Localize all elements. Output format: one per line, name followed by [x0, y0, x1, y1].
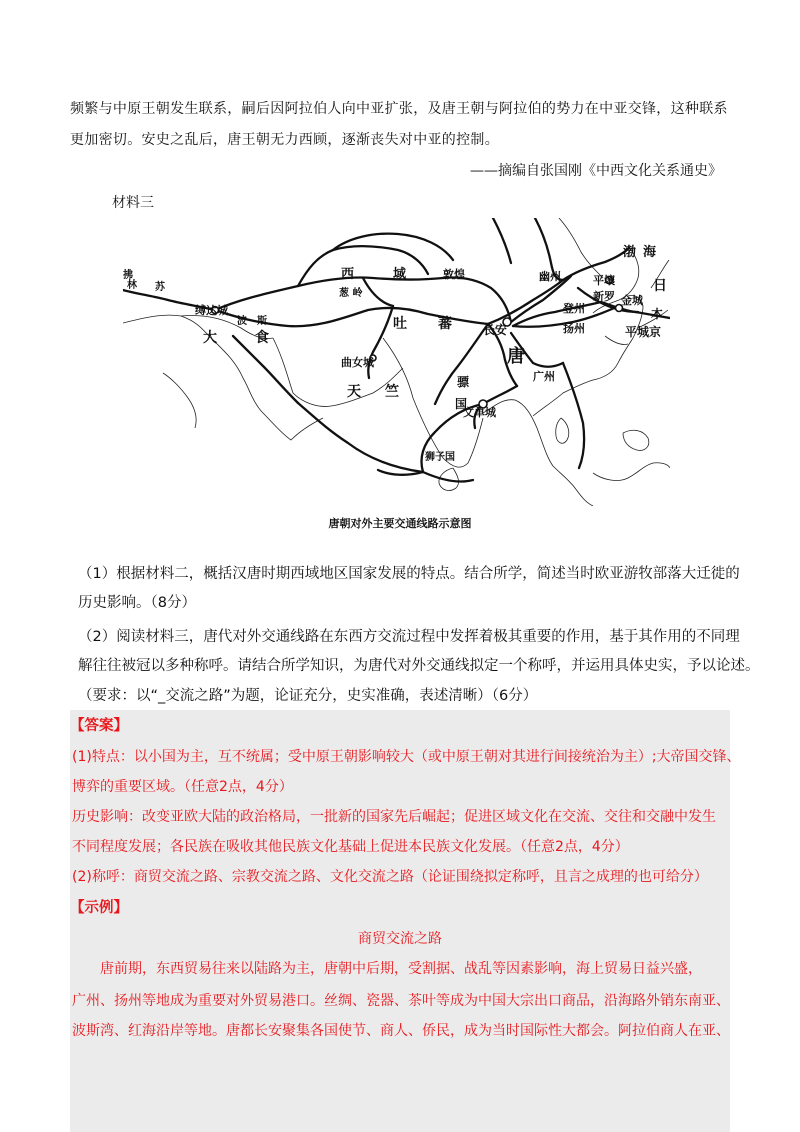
answer-line-4: 不同程度发展；各民族在吸收其他民族文化基础上促进本民族文化发展。（任意2点，4分）	[72, 839, 629, 855]
tang-routes-map	[123, 218, 670, 506]
example-line-1: 唐前期，东西贸易往来以陆路为主，唐朝中后期，受割据、战乱等因素影响，海上贸易日益兴盛，	[100, 961, 702, 977]
svg-text:金城: 金城	[621, 294, 643, 307]
svg-text:拂: 拂	[123, 270, 133, 281]
coastlines	[123, 218, 670, 506]
example-line-3: 波斯湾、红海沿岸等地。唐都长安聚集各国使节、商人、侨民，成为当时国际性大都会。阿拉伯商人在亚、	[72, 1023, 730, 1039]
answer-tag: 【答案】	[70, 718, 128, 734]
svg-text:骠: 骠	[457, 375, 470, 389]
answer-line-1: (1)特点：以小国为主，互不统属；受中原王朝影响较大（或中原王朝对其进行间接统治为主）;大帝国交锋、	[72, 749, 741, 765]
answer-line-5: (2)称呼：商贸交流之路、宗教交流之路、文化交流之路（论证围绕拟定称呼，且言之成理的也可给分）	[72, 869, 708, 885]
example-tag: 【示例】	[70, 900, 128, 916]
svg-text:平城京: 平城京	[625, 325, 662, 339]
svg-text:唐: 唐	[507, 346, 525, 367]
svg-text:葱 岭: 葱 岭	[339, 288, 363, 299]
svg-text:曲女城: 曲女城	[341, 356, 374, 369]
svg-text:天: 天	[347, 384, 361, 400]
question-2-line-2: 解往往被冠以多种称呼。请结合所学知识，为唐代对外交通线拟定一个称呼，并运用具体史实，予以论述。	[78, 658, 760, 674]
svg-text:扬州: 扬州	[563, 322, 585, 335]
question-2-line-3: （要求：以“_交流之路”为题，论证充分，史实准确，表述清晰）（6分）	[78, 688, 538, 704]
svg-text:狮子国: 狮子国	[425, 452, 455, 463]
svg-text:林: 林	[127, 280, 137, 291]
question-1-line-1: （1）根据材料二，概括汉唐时期西域地区国家发展的特点。结合所学，简述当时欧亚游牧部落大迁徙的	[78, 566, 740, 582]
answer-section	[70, 710, 730, 1132]
svg-text:国: 国	[455, 397, 468, 411]
svg-text:斯: 斯	[257, 316, 267, 327]
svg-text:新罗: 新罗	[593, 290, 615, 303]
svg-text:蕃: 蕃	[438, 316, 452, 332]
map-caption: 唐朝对外主要交通线路示意图	[328, 517, 472, 530]
question-2-line-1: （2）阅读材料三，唐代对外交通线路在东西方交流过程中发挥着极其重要的作用，基于其作用的不同理	[78, 629, 740, 645]
svg-text:波: 波	[237, 316, 247, 327]
answer-line-3: 历史影响：改变亚欧大陆的政治格局，一批新的国家先后崛起；促进区域文化在交流、交往和交融中发生	[72, 809, 716, 825]
svg-text:域: 域	[393, 267, 407, 282]
map-labels	[123, 244, 667, 463]
source-citation: ——摘编自张国刚《中西文化关系通史》	[470, 163, 722, 179]
route-lines	[123, 218, 670, 482]
svg-text:吐: 吐	[393, 316, 407, 332]
svg-text:长安: 长安	[483, 323, 508, 337]
svg-text:食: 食	[255, 330, 269, 346]
svg-text:本: 本	[651, 307, 664, 321]
svg-text:广州: 广州	[533, 370, 555, 383]
answer-line-2: 博弈的重要区域。（任意2点，4分）	[72, 779, 293, 795]
svg-text:日: 日	[653, 278, 667, 294]
material-3-label: 材料三	[112, 195, 154, 211]
intro-line-1: 频繁与中原王朝发生联系，嗣后因阿拉伯人向中亚扩张，及唐王朝与阿拉伯的势力在中亚交锋，这种联系	[70, 101, 728, 117]
svg-text:渤: 渤	[623, 245, 637, 260]
svg-text:竺: 竺	[385, 384, 399, 400]
question-1-line-2: 历史影响。（8分）	[78, 595, 196, 611]
svg-text:西: 西	[341, 267, 355, 282]
svg-text:文单城: 文单城	[463, 406, 496, 419]
svg-text:缚达城: 缚达城	[195, 304, 228, 317]
svg-text:敦煌: 敦煌	[443, 268, 465, 281]
intro-line-2: 更加密切。安史之乱后，唐王朝无力西顾，逐渐丧失对中亚的控制。	[70, 132, 499, 148]
example-title: 商贸交流之路	[358, 931, 442, 947]
svg-text:幽州: 幽州	[539, 270, 561, 283]
map-figure	[123, 218, 670, 506]
svg-text:大: 大	[203, 330, 217, 346]
svg-text:苏: 苏	[155, 282, 165, 293]
svg-text:平壤: 平壤	[593, 274, 615, 287]
city-markers	[212, 277, 623, 409]
example-line-2: 广州、扬州等地成为重要对外贸易港口。丝绸、瓷器、茶叶等成为中国大宗出口商品，沿海路外销东南亚、	[72, 993, 730, 1009]
svg-text:海: 海	[643, 245, 657, 260]
svg-text:登州: 登州	[563, 302, 585, 315]
